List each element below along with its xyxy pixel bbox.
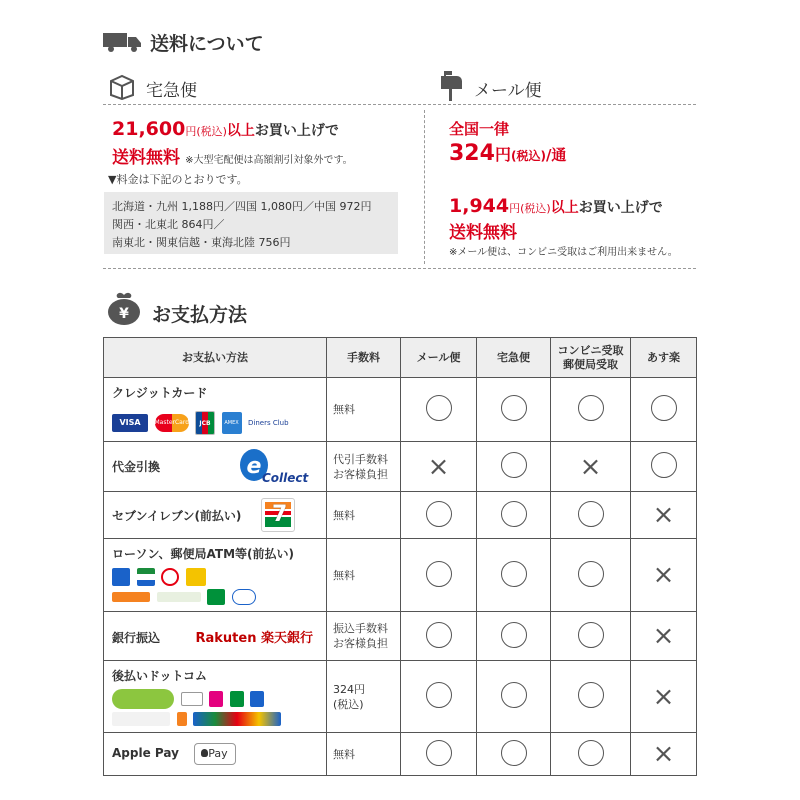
mark-mail — [401, 539, 477, 612]
mailbox-icon — [438, 70, 464, 102]
available-circle-icon — [501, 395, 527, 421]
bank-logos — [112, 589, 318, 605]
shipping-title: 送料について — [150, 33, 264, 55]
mark-asuraku — [631, 442, 697, 492]
apple-pay-logo — [194, 743, 236, 765]
mark-takkyubin — [477, 733, 551, 776]
table-row — [104, 442, 697, 492]
mark-asuraku — [631, 492, 697, 539]
mark-mail — [401, 612, 477, 661]
unavailable-cross-icon: × — [579, 451, 602, 482]
available-circle-icon — [426, 395, 452, 421]
takkyubin-free-unit: 円(税込) — [185, 125, 227, 138]
mail-flat-unit: 円 — [494, 145, 511, 164]
card-logos — [112, 411, 318, 435]
unavailable-cross-icon: × — [427, 451, 450, 482]
mail-free-amount: 1,944 — [449, 195, 510, 217]
header-takkyubin: 宅急便 — [477, 338, 551, 378]
unavailable-cross-icon: × — [652, 621, 675, 651]
table-row — [104, 733, 697, 776]
method-cell — [104, 612, 327, 661]
mail-title: メール便 — [474, 81, 542, 101]
unavailable-cross-icon: × — [652, 560, 675, 590]
mastercard-logo: MasterCard — [155, 414, 189, 432]
shipping-vertical-divider — [424, 110, 425, 264]
header-conveni: コンビニ受取 郵便局受取 — [551, 338, 631, 378]
available-circle-icon — [578, 622, 604, 648]
mark-mail — [401, 661, 477, 733]
takkyubin-free-label: 送料無料 — [112, 148, 180, 168]
available-circle-icon — [426, 622, 452, 648]
available-circle-icon — [578, 501, 604, 527]
ecollect-logo — [236, 447, 314, 487]
diners-logo: Diners Club — [248, 419, 289, 427]
daily-logo — [157, 592, 201, 602]
available-circle-icon — [501, 561, 527, 587]
mark-conveni — [551, 661, 631, 733]
method-name: 後払いドットコム — [112, 669, 208, 683]
shipping-divider — [103, 104, 696, 105]
header-fee: 手数料 — [327, 338, 401, 378]
method-name: セブンイレブン(前払い) — [112, 508, 242, 523]
rates-line-1: 北海道・九州 1,188円／四国 1,080円／中国 972円 — [112, 200, 372, 213]
mark-mail — [401, 378, 477, 442]
atobarai-store-logos — [112, 712, 318, 726]
available-circle-icon — [426, 740, 452, 766]
seven-eleven-text: 7 — [272, 502, 288, 527]
available-circle-icon — [501, 452, 527, 478]
jcb-logo: JCB — [195, 411, 215, 435]
seven-small-logo — [177, 712, 187, 726]
payment-title: お支払方法 — [152, 304, 248, 326]
apple-pay-text: Pay — [208, 747, 228, 760]
conveni-logos — [112, 568, 318, 586]
mark-asuraku — [631, 661, 697, 733]
ministop-logo — [186, 568, 206, 586]
circlek-logo — [161, 568, 179, 586]
takkyubin-free-amount: 21,600 — [112, 118, 186, 140]
unavailable-cross-icon: × — [652, 739, 675, 769]
payeasy-logo — [232, 589, 256, 605]
mark-conveni — [551, 612, 631, 661]
atobarai-logo — [112, 689, 174, 709]
rates-line-2: 関西・北東北 864円／ — [112, 218, 225, 231]
mark-takkyubin — [477, 661, 551, 733]
mail-free-unit: 円(税込) — [509, 202, 551, 215]
mark-conveni — [551, 442, 631, 492]
takkyubin-free-tail: お買い上げで — [254, 123, 339, 139]
method-cell — [104, 442, 327, 492]
store-list-logo — [112, 712, 170, 726]
mail-free-line — [449, 195, 663, 217]
takkyubin-free-label-line — [112, 143, 353, 168]
mark-mail — [401, 492, 477, 539]
takkyubin-free-suffix: 以上 — [226, 123, 255, 139]
seicomart-logo — [112, 592, 150, 602]
available-circle-icon — [578, 395, 604, 421]
mark-conveni — [551, 492, 631, 539]
rakuten-bank-logo: Rakuten 楽天銀行 — [195, 630, 313, 646]
fee-cell: 無料 — [327, 733, 401, 776]
mark-takkyubin — [477, 378, 551, 442]
fee-cell: 無料 — [327, 492, 401, 539]
wallet-icon — [104, 290, 144, 326]
atobarai-logos — [112, 689, 318, 709]
lawson-logo — [112, 568, 130, 586]
familymart-logo — [137, 568, 155, 586]
visa-logo: VISA — [112, 414, 148, 432]
available-circle-icon — [578, 740, 604, 766]
mail-flat-amount: 324 — [449, 141, 495, 166]
svg-text:¥: ¥ — [119, 306, 129, 322]
method-cell — [104, 378, 327, 442]
rates-line-3: 南東北・関東信越・東海北陸 756円 — [112, 236, 291, 249]
takkyubin-free-note: ※大型宅配便は高額割引対象外です。 — [185, 155, 353, 166]
available-circle-icon — [501, 622, 527, 648]
table-row — [104, 612, 697, 661]
mail-free-label: 送料無料 — [449, 223, 517, 243]
mail-free-suffix: 以上 — [550, 200, 579, 216]
takkyubin-title: 宅急便 — [146, 81, 197, 101]
method-cell — [104, 539, 327, 612]
mark-asuraku — [631, 539, 697, 612]
mark-conveni — [551, 733, 631, 776]
method-name: クレジットカード — [112, 386, 208, 400]
fee-cell: 無料 — [327, 378, 401, 442]
fee-cell: 324円 (税込) — [327, 661, 401, 733]
mark-mail — [401, 733, 477, 776]
available-circle-icon — [426, 501, 452, 527]
seven-eleven-logo — [261, 498, 295, 532]
shipping-bottom-divider — [103, 268, 696, 269]
rates-box — [104, 192, 398, 254]
mark-conveni — [551, 539, 631, 612]
amex-logo: AMEX — [222, 412, 242, 434]
fee-cell: 無料 — [327, 539, 401, 612]
mark-mail — [401, 442, 477, 492]
payment-table — [103, 337, 697, 776]
method-name: 銀行振込 — [112, 630, 161, 645]
receipt-logo — [181, 692, 203, 706]
method-cell — [104, 661, 327, 733]
available-circle-icon — [578, 561, 604, 587]
mark-takkyubin — [477, 612, 551, 661]
payment-table-header — [104, 338, 697, 378]
table-row — [104, 539, 697, 612]
bank-badge-logo — [250, 691, 264, 707]
mail-free-tail: お買い上げで — [578, 200, 663, 216]
mail-flat-per: /通 — [545, 146, 567, 164]
mail-flat-line — [449, 141, 566, 166]
method-cell — [104, 733, 327, 776]
mark-asuraku — [631, 612, 697, 661]
available-circle-icon — [651, 395, 677, 421]
mark-takkyubin — [477, 492, 551, 539]
mark-conveni — [551, 378, 631, 442]
available-circle-icon — [501, 682, 527, 708]
mail-flat-label: 全国一律 — [449, 120, 510, 138]
table-row — [104, 661, 697, 733]
mark-asuraku — [631, 733, 697, 776]
japanpost-logo — [207, 589, 225, 605]
takkyubin-free-line — [112, 118, 339, 140]
svg-text:e: e — [246, 454, 262, 479]
unavailable-cross-icon: × — [652, 500, 675, 530]
available-circle-icon — [426, 561, 452, 587]
fee-cell: 代引手数料 お客様負担 — [327, 442, 401, 492]
available-circle-icon — [651, 452, 677, 478]
method-name: ローソン、郵便局ATM等(前払い) — [112, 547, 295, 561]
header-mail: メール便 — [401, 338, 477, 378]
rates-heading: ▼料金は下記のとおりです。 — [108, 173, 248, 186]
ecollect-text: Collect — [262, 471, 309, 485]
post-badge-logo — [230, 691, 244, 707]
available-circle-icon — [578, 682, 604, 708]
box-icon — [108, 72, 136, 100]
mark-asuraku — [631, 378, 697, 442]
table-row — [104, 378, 697, 442]
method-name: 代金引換 — [112, 460, 161, 474]
header-method: お支払い方法 — [104, 338, 327, 378]
mark-takkyubin — [477, 539, 551, 612]
mail-note: ※メール便は、コンビニ受取はご利用出来ません。 — [449, 247, 678, 258]
available-circle-icon — [501, 501, 527, 527]
fee-cell: 振込手数料 お客様負担 — [327, 612, 401, 661]
method-name: Apple Pay — [112, 746, 179, 760]
available-circle-icon — [426, 682, 452, 708]
unavailable-cross-icon: × — [652, 681, 675, 712]
truck-icon — [103, 30, 143, 52]
method-cell — [104, 492, 327, 539]
mail-flat-tax: (税込) — [510, 149, 546, 163]
available-circle-icon — [501, 740, 527, 766]
header-asuraku: あす楽 — [631, 338, 697, 378]
mark-takkyubin — [477, 442, 551, 492]
conveni-badge-logo — [209, 691, 223, 707]
table-row — [104, 492, 697, 539]
store-strip-logo — [193, 712, 281, 726]
